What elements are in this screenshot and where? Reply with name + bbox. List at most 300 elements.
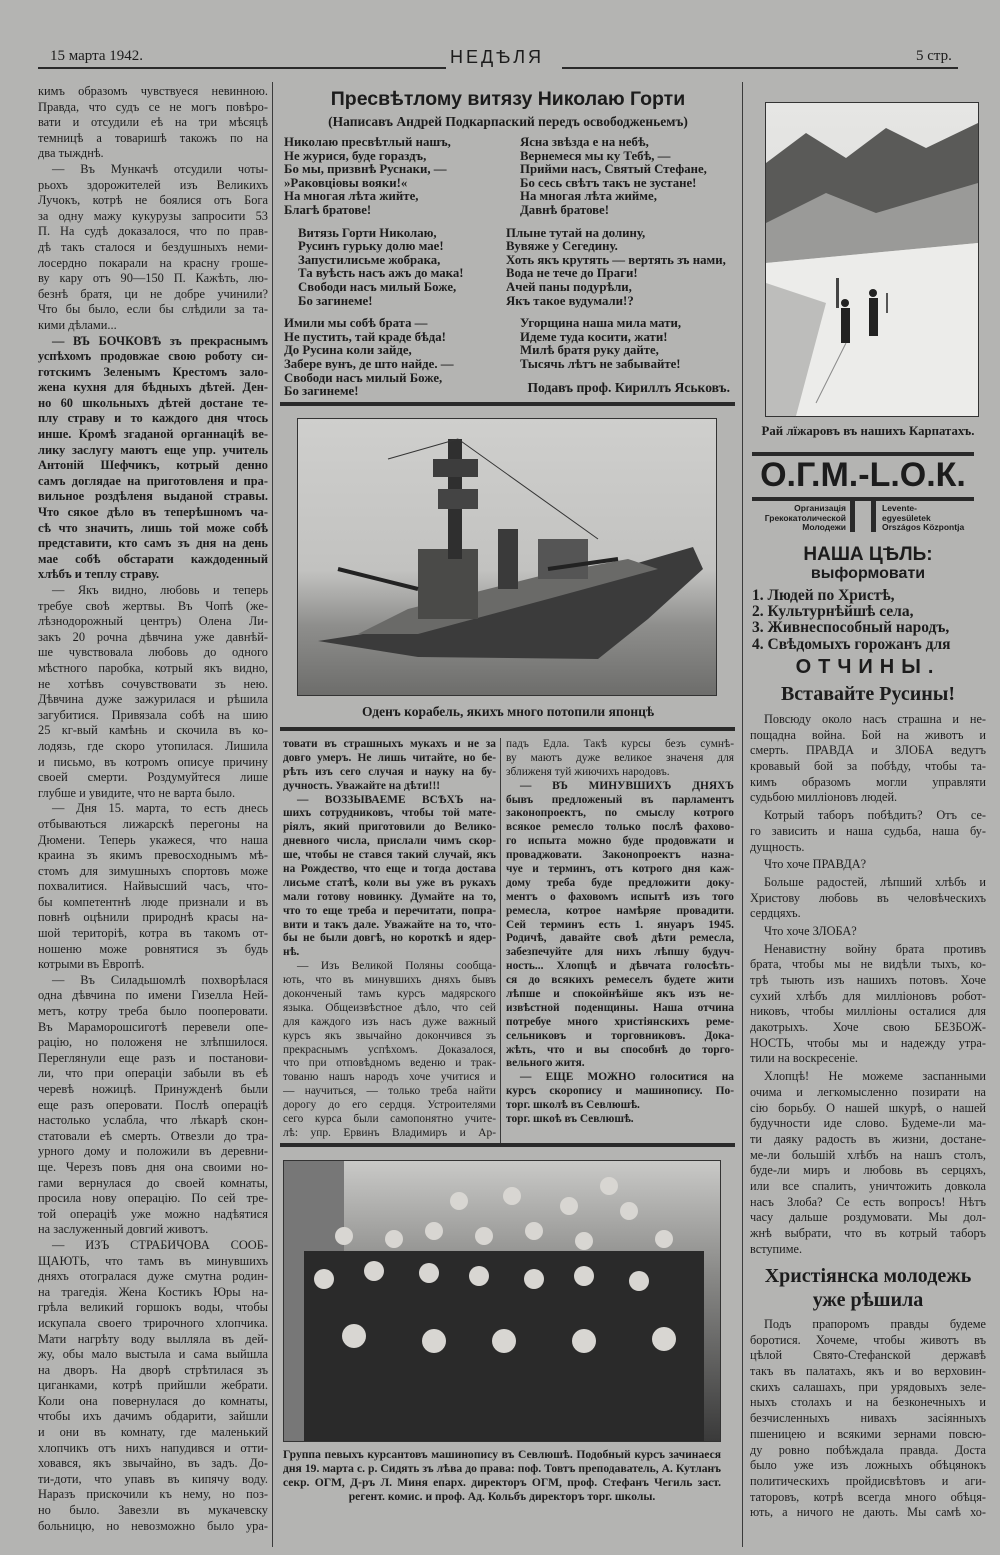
text-line: ше, чтобы не стався такий случай, якъ	[283, 849, 496, 862]
text-line: Христову любовь въ человѣческихъ	[750, 890, 986, 905]
text-line: ше чувствовала любовь до одного	[38, 645, 268, 660]
text-line: больницю, но невозможно было ура-	[38, 1518, 268, 1533]
text-line: шихъ сотрудниковъ, чтобы той мате-	[283, 807, 496, 820]
text-line: глубше и увидите, что не варта было.	[38, 785, 236, 800]
text-line: бы компетентнѣ люде признали и въ	[38, 894, 268, 909]
poem-line: Бо загинеме!	[284, 385, 359, 399]
text-line: бы не были довгѣ, но короткѣ и ядер-	[283, 932, 496, 945]
text-line: Въ Мараморошсиготѣ перевели опе-	[38, 1019, 268, 1034]
call-heading: Вставайте Русины!	[780, 683, 956, 705]
text-line: ментъ о фаховомъ испытѣ изъ того	[506, 890, 734, 903]
text-line: ЩАЮТЬ, что тамъ въ минувшихъ	[38, 1253, 268, 1268]
group-illustration	[284, 1161, 720, 1441]
text-line: Коли она повернулася до комнаты,	[38, 1393, 268, 1408]
ogm-lok-logo: О.Г.М.-L.О.К.	[760, 456, 966, 494]
ad-rule	[850, 497, 855, 532]
text-line: законопроектъ, по смыслу котрого	[506, 807, 734, 820]
right-heading-line: уже рѣшила	[812, 1289, 924, 1311]
paragraph	[38, 1238, 268, 1534]
text-line: тованю нашъ народъ хоче учитися и	[283, 1071, 496, 1084]
text-line: загубитися. Привязала собѣ на шию	[38, 707, 268, 722]
poem-stanza	[284, 227, 514, 309]
middle-left-articles	[283, 738, 496, 1141]
text-line: — ИЗЪ СТРАБИЧОВА СООБ-	[52, 1237, 268, 1252]
text-line: доконченый тамъ курсъ мадярского	[283, 988, 496, 1001]
ogm-subtitle-line: Грекокатолической	[764, 512, 846, 523]
paragraph	[38, 84, 268, 162]
section-rule	[280, 727, 735, 731]
paragraph	[38, 973, 268, 1238]
text-line: мали готову новинку. Думайте на то,	[283, 890, 496, 903]
text-line: лѣзнодорожный центръ) Олена Ли-	[38, 614, 268, 629]
text-line: жу, обы мало выстыла и сама выйшла	[38, 1347, 268, 1362]
text-line: торг. шкоѣ въ Севлюшѣ.	[506, 1113, 634, 1126]
text-line: самъ доглядае на приготовленя и пра-	[38, 473, 268, 488]
text-line: 25 кг-вый камѣнь и скочила въ ко-	[38, 723, 268, 738]
text-line: на дворъ. На дворѣ стрѣтилася зъ	[38, 1362, 268, 1377]
mountain-caption: Рай лїжаровъ въ нашихъ Карпатахъ.	[761, 424, 975, 438]
text-line: смерть. ПРАВДА и ЗЛОБА ведутъ	[750, 743, 986, 758]
text-line: Больше радостей, лѣпший хлѣбъ и	[764, 874, 986, 889]
text-line: два тыжднѣ.	[38, 146, 104, 161]
text-line: ность... Хлопцѣ и дѣвчата голосѣть-	[506, 960, 734, 973]
section-rule	[280, 1143, 735, 1147]
poem-stanza	[506, 227, 736, 309]
text-line: настолько услабла, что лѣкарѣ скон-	[38, 1113, 268, 1128]
text-line: — Въ Силадьшомлѣ похворѣлася	[52, 972, 268, 987]
text-line: нѣ.	[283, 946, 300, 959]
poem-line: Тысячь лѣтъ не забывайте!	[520, 357, 681, 371]
text-line: было уже изъ ложныхъ обѣцянокъ	[750, 1458, 986, 1473]
text-line: зближеня туй жиючихъ народовъ.	[506, 765, 670, 778]
text-line: вельного житя.	[506, 1057, 585, 1070]
ogm-subtitle	[752, 504, 846, 533]
newspaper-title: НЕДѢЛЯ	[450, 47, 545, 67]
poem-line: Имили мы собѣ брата —	[284, 317, 428, 331]
poem-line: Бо загинеме!	[298, 294, 373, 308]
fatherland-heading: ОТЧИНЫ.	[795, 656, 941, 678]
poem-title: Пресвѣтлому витязу Николаю Горти	[330, 88, 686, 110]
poem-line: Вода не тече до Праги!	[506, 267, 638, 281]
text-line: ти-доти, что упавъ въ кипячу воду.	[38, 1471, 268, 1486]
text-line: шой територіѣ, котра въ такомъ от-	[38, 926, 268, 941]
text-line: за одну мажу кукурузы запросити 53	[38, 208, 268, 223]
poem-line: Хоть якъ крутять — вертять зъ нами,	[506, 253, 726, 267]
text-line: ду ровно побѣждала правда. Доста	[750, 1442, 986, 1457]
text-line: лисьме статѣ, коли вы уже въ рукахъ	[283, 876, 496, 889]
paragraph	[750, 1069, 986, 1257]
poem-line: Ачей паны подурѣли,	[506, 280, 632, 294]
text-line: прекраснымъ успѣхомъ. Доказалося,	[283, 1043, 496, 1056]
ad-rule	[752, 497, 974, 501]
text-line: Лучокъ, котрѣ не боялися отъ Бога	[38, 193, 268, 208]
text-line: представити, кто самъ зъ дня на день	[38, 536, 268, 551]
poem-line: Ясна звѣзда е на небѣ,	[520, 136, 649, 149]
poem-subtitle: (Написавъ Андрей Подкарпаский передъ освободженьемъ)	[328, 114, 688, 129]
text-line: безчисленныхъ нивахъ засіянныхъ	[750, 1411, 986, 1426]
group-photo	[283, 1160, 721, 1442]
text-line: ти даяку радость въ жизни, достане-	[750, 1131, 986, 1146]
poem-line: Николаю пресвѣтлый нашъ,	[284, 136, 451, 149]
text-line: курсъ скоропису и машинопису. По-	[506, 1085, 734, 1098]
text-line: дѣ такъ сталося и бездушныхъ неми-	[38, 239, 268, 254]
text-line: сухий хлѣбъ для милліоновъ робот-	[750, 988, 986, 1003]
text-line: ховався, якъ звычайно, въ задъ. До-	[38, 1456, 268, 1471]
text-line: брата, чтобы мы не видѣли тыхъ, ко-	[750, 957, 986, 972]
poem-line: Вернемеся мы ку Тебѣ, —	[520, 149, 671, 163]
lok-subtitle-line: Országos Központja	[882, 522, 965, 532]
text-line: стомъ для зимушныхъ спортовъ може	[38, 863, 268, 878]
poem-line: Идеме туда косити, жати!	[520, 330, 668, 344]
poem-stanza	[506, 136, 736, 218]
text-line: но было. Завезли въ мукачевску	[38, 1503, 268, 1518]
text-line: ме-ли большій хлѣбъ на нашъ столъ,	[750, 1147, 986, 1162]
text-line: Наразъ прискочили къ нему, но поз-	[38, 1487, 268, 1502]
text-line: дневного числа, прислали чимъ скор-	[283, 835, 496, 848]
paragraph	[506, 1113, 734, 1127]
right-heading-line: Христіянска молодежь	[764, 1265, 972, 1287]
paragraph	[283, 738, 496, 794]
text-line: чуе и терминъ, отъ котрого дня каж-	[506, 863, 734, 876]
text-line: ношеню може ровнятися зъ будь	[38, 941, 268, 956]
ship-caption: Оденъ корабель, якихъ много потопили японцѣ	[361, 704, 655, 719]
text-line: кимъ образомъ могли управляти	[750, 774, 986, 789]
poem-line: Давнѣ братове!	[520, 203, 609, 217]
poem-line: Плыне тутай на долину,	[506, 226, 646, 240]
text-line: сельниковъ и торговниковъ. Дока-	[506, 1029, 734, 1042]
text-line: и письмо, въ котромъ описуе причину	[38, 754, 268, 769]
poem-stanza	[284, 317, 514, 399]
right-column-article-end	[750, 1317, 986, 1523]
text-line: Что хоче ПРАВДА?	[764, 857, 867, 872]
poem-line: Не пустить, тай краде бѣда!	[284, 330, 446, 344]
poem-line: Угорщина наша мила мати,	[520, 317, 682, 331]
text-line: искупала своего трирочного хлопчика.	[38, 1315, 268, 1330]
text-line: Дѣвчина дуже зажурилася и рѣшила	[38, 692, 268, 707]
text-line: го зависить и наша судьба, наша бу-	[750, 823, 986, 838]
text-line: гами вернулася до своей комнаты,	[38, 1175, 268, 1190]
text-line: судьбою милліоновъ людей.	[750, 790, 898, 805]
poem-line: Милѣ братя руку дайте,	[520, 344, 659, 358]
text-line: трѣ тыють изъ нашихъ потовъ. Хоче	[750, 973, 986, 987]
text-line: скихъ салашахъ, при урядовыхъ зеле-	[750, 1379, 986, 1394]
text-line: ють, что въ минувшихъ дняхъ бывъ	[283, 974, 496, 987]
mountain-ski-photo	[765, 102, 979, 417]
text-line: — ВОЗЗЫВАЕМЕ ВСѢХЪ на-	[297, 793, 496, 806]
text-line: требуе своѣ жертвы. Въ Чопѣ (же-	[38, 598, 268, 613]
lok-subtitle-line: Levente-	[882, 503, 917, 513]
paragraph	[750, 712, 986, 806]
battleship-photo	[297, 418, 717, 696]
text-line: сію борьбу. О нашей шкурѣ, о нашей	[750, 1100, 986, 1115]
text-line: НОСТЬ, чтобы мы и надежду утра-	[750, 1035, 986, 1050]
goal-title: НАША ЦѢЛЬ:	[803, 544, 933, 565]
header-rule-left	[38, 67, 446, 69]
text-line: сѣ что значить, лишь той може собѣ	[38, 520, 268, 535]
text-line: но 60 школьныхъ дѣтей достане те-	[38, 395, 268, 410]
text-line: извѣстной поденщины. Наша отчина	[506, 1001, 734, 1014]
poem-stanza	[284, 136, 514, 218]
text-line: вступиме.	[750, 1241, 803, 1256]
text-line: метъ, котру треба было пооперовати.	[38, 1004, 268, 1019]
text-line: просила нову операцію. По сей тре-	[38, 1191, 268, 1206]
right-heading	[748, 1264, 988, 1312]
header-rule-right	[562, 67, 958, 69]
text-line: повнѣ оцѣнили природнѣ красы на-	[38, 910, 268, 925]
text-line: П. На судѣ доказалося, что по прав-	[38, 224, 268, 239]
text-line: Что сякое дѣло въ теперѣшномъ ча-	[38, 505, 268, 520]
poem-line: Благѣ братове!	[284, 203, 372, 217]
text-line: проваджовати. Законопроектъ назна-	[506, 849, 734, 862]
text-line: ще. Черезъ повъ дня она своими но-	[38, 1159, 268, 1174]
text-line: ли, что при операціи забыли въ еѣ	[38, 1066, 268, 1081]
mountain-illustration	[766, 103, 978, 416]
poem-line: Запустилисьме жобрака,	[298, 253, 441, 267]
text-line: — ВЪ БОЧКОВѢ зъ прекраснымъ	[52, 333, 268, 348]
paragraph	[38, 801, 268, 973]
paragraph	[506, 738, 734, 780]
poem-left-column	[284, 136, 514, 408]
text-line: Антоній Шефчикъ, котрый денно	[38, 458, 268, 473]
column-divider	[272, 82, 273, 1547]
poem-line: Та вуѣсть насъ ажъ до мака!	[298, 267, 464, 281]
text-line: никовъ, чтобы милліоны осталися для	[750, 1004, 986, 1019]
text-line: дняхъ отогралася дуже смутна родин-	[38, 1269, 268, 1284]
text-line: бывъ предложеный въ парламентъ	[506, 793, 734, 806]
text-line: Подъ прапоромъ правды будеме	[764, 1317, 986, 1331]
text-line: пшеницею и всякими зернами повсю-	[750, 1426, 986, 1441]
text-line: падъ Едла. Такѣ курсы безъ сумнѣ-	[506, 738, 734, 750]
paragraph	[750, 857, 986, 873]
text-line: — Якъ видно, любовь и теперь	[52, 583, 268, 597]
text-line: на заслуженный довгий животъ.	[38, 1222, 209, 1237]
ogm-subtitle-line: Организація	[794, 503, 846, 513]
poem-line: »Раковціовы вояки!«	[284, 176, 408, 190]
paragraph	[38, 162, 268, 334]
text-line: дому треба буде предложити доку-	[506, 876, 734, 889]
paragraph	[38, 334, 268, 584]
text-line: очима и легкомысленно позирати на	[750, 1084, 986, 1099]
text-line: инше. Кромѣ згаданой органнаціѣ ве-	[38, 427, 268, 442]
text-line: Хлопцѣ! Не можеме заспанными	[764, 1069, 986, 1084]
text-line: сего курса были самопонятно учите-	[283, 1113, 496, 1126]
lok-subtitle-line: egyesületek	[882, 512, 931, 523]
poem-line: Забере вунъ, де што найде. —	[284, 357, 454, 371]
text-line: — научиться, — только треба найти	[283, 1085, 496, 1098]
text-line: ныхъ столахъ и на безконечныхъ и	[750, 1395, 986, 1410]
text-line: вити и такъ дале. Уважайте на то, что-	[283, 918, 496, 931]
text-line: мѣстного паробка, котрый якъ видно,	[38, 660, 268, 675]
text-line: Правда, что судъ се не могъ повѣро-	[38, 99, 268, 114]
goal-item: 4. Свѣдомыхъ горожанъ для	[752, 635, 951, 653]
text-line: пощадна война. Бой на животъ и	[750, 727, 986, 742]
text-line: курсъ якъ звычайно докончився зъ	[283, 1029, 496, 1042]
text-line: потребуе много христіянскихъ реме-	[506, 1015, 734, 1028]
middle-right-articles	[506, 738, 734, 1127]
paragraph	[750, 942, 986, 1068]
text-line: ся до всякихъ ремеселъ будете жити	[506, 974, 734, 987]
poem-line: До Русина коли зайде,	[284, 344, 412, 358]
text-line: дущность.	[750, 839, 805, 854]
text-line: той операціѣ уже можно надѣятися	[38, 1206, 268, 1221]
text-line: темницѣ а товаришѣ такожъ по на	[38, 130, 268, 145]
text-line: хлѣбъ и теплу страву.	[38, 567, 160, 582]
text-line: рьохъ здорожителей изъ Великихъ	[38, 177, 268, 192]
text-line: успѣхомъ продовжае свою роботу си-	[38, 349, 268, 364]
text-line: Котрый таборъ побѣдить? Отъ се-	[764, 808, 986, 823]
text-line: или все спалить, уничтожить довкола	[750, 1178, 986, 1193]
text-line: для каждого изъ насъ дуже важный	[283, 1015, 496, 1028]
poem-line: На многая лѣта жийте,	[284, 190, 419, 204]
text-line: лосердно покарали на красну гроше-	[38, 255, 268, 270]
poem-line: Свободи насъ милый Боже,	[284, 371, 443, 385]
text-line: жена кухня для бѣдныхъ дѣтей. Ден-	[38, 380, 268, 395]
text-line: буде-ли миръ и любовь въ серцяхъ,	[750, 1163, 986, 1178]
text-line: Ненавистну войну брата противъ	[764, 941, 986, 956]
poem-line: Прийми насъ, Святый Стефане,	[520, 163, 707, 177]
text-line: дучность. Уважайте на дѣти!!!	[283, 779, 441, 792]
text-line: похвалитися. Найвысший часъ, что-	[38, 879, 268, 894]
group-photo-caption: Группа певыхъ курсантовъ машинопису въ Севлюшѣ. Подобный курсъ зачинаеся дня 19. марта с. р. Сидять зъ лѣва до права: поф. Товтъ преподаватель, А. Кутланъ секр. ОГМ, Д-ръ Л. Миня епарх. директоръ ОГМ, проф. Стефанъ Чегиль заст. регент. комис. и проф. Ад. Кольбъ директоръ торг. школы.	[283, 1448, 721, 1503]
column-divider	[500, 738, 501, 1143]
column-divider	[742, 82, 743, 1547]
text-line: лику заслугу маютъ еще упр. учитель	[38, 442, 268, 457]
poem-line: Бо сесь свѣтъ такъ не зустане!	[520, 176, 697, 190]
text-line: кимъ образомъ чувствуеся невинною.	[38, 84, 268, 98]
text-line: дорогу до его сердця. Устроителями	[283, 1099, 496, 1112]
text-line: Дюмени. Теперь укажеся, что наша	[38, 832, 268, 847]
section-rule	[280, 402, 735, 406]
paragraph	[283, 794, 496, 961]
text-line: цѣлой Свято-Стефанской державѣ	[750, 1348, 986, 1363]
text-line: ву кару отъ 90—150 П. Кажѣть, лю-	[38, 271, 268, 286]
text-line: циганками, котрѣ прийшли жебрати.	[38, 1378, 268, 1393]
paragraph	[506, 780, 734, 1072]
paragraph	[283, 960, 496, 1141]
paragraph	[750, 1317, 986, 1521]
poem-signature: Подавъ проф. Кириллъ Яськовъ.	[527, 380, 730, 395]
text-line: — Дня 15. марта, то есть днесь	[52, 801, 268, 816]
text-line: мае собѣ обстарати каждоденный	[38, 551, 268, 566]
left-column-articles	[38, 84, 268, 1534]
text-line: Сей терминъ есть 1. януаръ 1945.	[506, 918, 734, 931]
poem-line: На многая лѣта жийме,	[520, 190, 657, 204]
text-line: торг. школѣ въ Севлюшѣ.	[506, 1099, 640, 1112]
text-line: кровавый бой за побѣду, чтобы та-	[750, 759, 986, 774]
text-line: жнѣ выбрати, что въ котрый таборъ	[750, 1226, 986, 1240]
text-line: урного дому и положили въ деревни-	[38, 1144, 268, 1159]
paragraph	[750, 808, 986, 855]
goal-item: 1. Людей по Христѣ,	[752, 587, 895, 604]
text-line: языка. Общеизвѣстное дѣло, что сей	[283, 1001, 496, 1014]
text-line: отбываються лижарскѣ перегоны на	[38, 816, 268, 831]
text-line: готскимъ Зеленымъ Крестомъ зало-	[38, 364, 268, 379]
ad-rule	[871, 497, 876, 532]
text-line: Что бы было, если бы слѣдили за та-	[38, 302, 268, 317]
text-line: боротися. Хочеме, чтобы животъ въ	[750, 1332, 986, 1347]
text-line: таторовъ, котрѣ всегда много обѣця-	[750, 1489, 986, 1504]
text-line: рацію, но положеня не злѣпшилося.	[38, 1035, 268, 1050]
text-line: политическихъ пройдисвѣтовъ и аги-	[750, 1473, 986, 1488]
goals-list	[752, 588, 988, 653]
text-line: забезпечуйте для нихъ лѣпшу будуч-	[506, 946, 734, 959]
issue-date: 15 марта 1942.	[50, 48, 143, 64]
text-line: ремесла, котрое намѣряе провадити.	[506, 904, 734, 917]
text-line: что то еще треба и перечитати, попра-	[283, 904, 496, 917]
text-line: дакотрыхъ. Хоче свою БЕЗБОЖ-	[750, 1020, 986, 1035]
text-line: лѣпше и спокойнѣйше якъ изъ не-	[506, 988, 734, 1001]
text-line: Переглянули еще разъ и постанови-	[38, 1050, 268, 1065]
poem-line: Вувяже у Сегедину.	[506, 240, 618, 254]
page-number: 5 стр.	[916, 48, 952, 64]
text-line: насъ Злоба? Се есть вопросъ! Нѣтъ	[750, 1194, 986, 1209]
text-line: Повсюду около насъ страшна и не-	[764, 712, 986, 726]
text-line: рѣть изъ сего случая и науку на бу-	[283, 765, 496, 778]
goal-item: 2. Культурнѣйшѣ села,	[752, 603, 914, 621]
text-line: одна дѣвчина по имени Гизелла Ней-	[38, 988, 268, 1003]
text-line: краина зъ якимъ превосходнымъ мѣ-	[38, 848, 268, 863]
text-line: жѣть, что и вы способнѣ до торго-	[506, 1043, 734, 1056]
text-line: го испыта можно буде продовжати и	[506, 835, 734, 848]
text-line: Родичѣ, давайте своѣ дѣти ремесла,	[506, 932, 734, 945]
text-line: лодязь, где скоро утопилася. Лишила	[38, 738, 268, 753]
text-line: будучности иде слово. Будеме-ли ма-	[750, 1116, 986, 1131]
battleship-illustration	[298, 419, 716, 695]
poem-line: Витязь Горти Николаю,	[298, 226, 437, 240]
paragraph	[750, 924, 986, 940]
text-line: Мати нагрѣту воду вылляла въ дей-	[38, 1331, 268, 1346]
goal-subtitle: выформовати	[810, 565, 926, 582]
text-line: часу дальше роздумовати. Мы дол-	[750, 1210, 986, 1225]
text-line: довго умеръ. Не лишь читайте, но бе-	[283, 751, 496, 764]
text-line: своей смерти. Роздумуйтеся лише	[38, 770, 268, 785]
text-line: черевѣ ножицѣ. Принужденѣ были	[38, 1082, 268, 1096]
text-line: ріялъ, який приготовили до Велико-	[283, 821, 496, 834]
lok-subtitle	[882, 504, 982, 533]
right-column-article	[750, 712, 986, 1259]
text-line: безнѣ братя, ци не добре учинили?	[38, 286, 268, 301]
text-line: вати и отсудили еѣ на три мѣсяцѣ	[38, 115, 268, 130]
text-line: плу страву и то каждого дня чтось	[38, 411, 268, 426]
paragraph	[38, 583, 268, 801]
poem-line: Бо мы, призвнѣ Руснаки, —	[284, 163, 447, 177]
text-line: на Рождество, что еще и тогда достава	[283, 863, 496, 876]
text-line: лѣ: упр. Ервинъ Владимиръ и Ар-	[283, 1126, 496, 1139]
text-line: и они въ комнату, где маленький	[38, 1425, 268, 1440]
text-line: не хотѣвъ сочувствовати зъ нею.	[38, 676, 268, 691]
text-line: Что хоче ЗЛОБА?	[764, 923, 857, 938]
text-line: на трагедія. Жена Костикъ Юры на-	[38, 1284, 268, 1299]
text-line: чтобы ихъ дачимъ обдарити, зайшли	[38, 1409, 268, 1424]
text-line: вильное роздѣленя выданой стравы.	[38, 489, 268, 504]
text-line: ють, а ничого не дають. Мы самѣ хо-	[750, 1505, 986, 1520]
paragraph	[506, 1071, 734, 1113]
poem-line: Якъ такое вудумали!?	[506, 294, 634, 308]
text-line: статовали еѣ смерть. Отвезли до тра-	[38, 1128, 268, 1143]
text-line: такъ въ палатахъ, якъ и во верховин-	[750, 1364, 986, 1379]
text-line: кими дѣлами...	[38, 317, 117, 332]
text-line: всякое ремесло только послѣ фахово-	[506, 821, 734, 834]
text-line: хлопчикъ отъ нихъ напудився и отти-	[38, 1440, 268, 1455]
text-line: котрыми въ Европѣ.	[38, 957, 145, 972]
text-line: еще разъ оперовати. Послѣ операціѣ	[38, 1097, 268, 1112]
text-line: грѣла великий горшокъ воды, чтобы	[38, 1300, 268, 1315]
poem-line: Не журися, буде гораздъ,	[284, 149, 427, 163]
poem-line: Русинъ гурьку долю мае!	[298, 240, 444, 254]
text-line: что при отповѣдномъ веденю и трак-	[283, 1057, 496, 1070]
text-line: ву маютъ дуже великое значеня для	[506, 751, 734, 764]
goal-item: 3. Живнеспособный народъ,	[752, 619, 950, 637]
